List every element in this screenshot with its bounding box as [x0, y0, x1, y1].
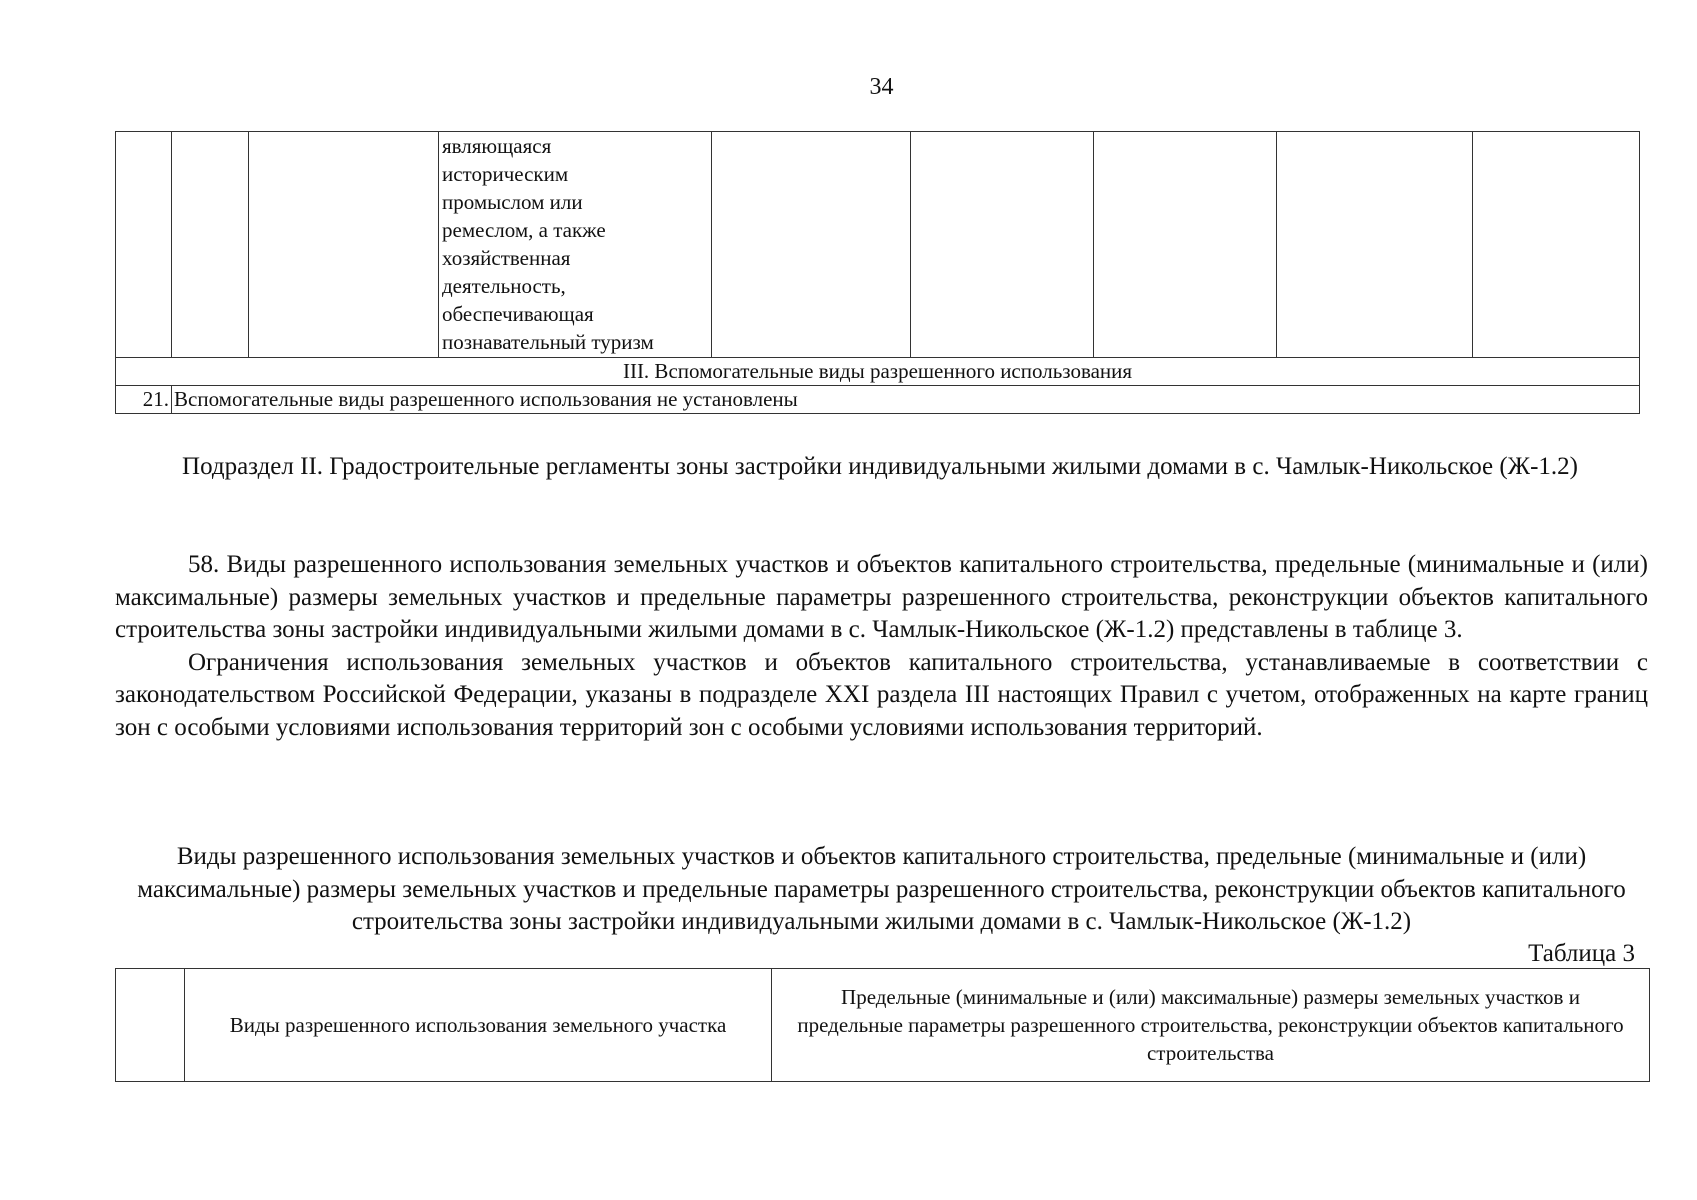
- table-cell: [249, 132, 439, 358]
- table-header-row: [116, 969, 1650, 1082]
- table-cell: [712, 132, 911, 358]
- continued-use-text: являющаяся историческим промыслом или ремеслом, а также хозяйственная деятельность, обеспечивающая познавательный туризм: [439, 132, 712, 358]
- body-text: [115, 549, 1648, 744]
- table-cell: [911, 132, 1094, 358]
- continued-row: [116, 132, 1640, 358]
- table-cell: [116, 132, 172, 358]
- header-number-cell: [116, 969, 185, 1082]
- header-limit-parameters: Предельные (минимальные и (или) максимальные) размеры земельных участков и предельные параметры разрешенного строительства, реконструкции объектов капитального строительства: [772, 969, 1650, 1082]
- paragraph: 58. Виды разрешенного использования земельных участков и объектов капитального строительства, предельные (минимальные и (или) максимальные) размеры земельных участков и предельные параметры разрешенного строительства, реконструкции объектов капитального строительства зоны застройки индивидуальными жилыми домами в с. Чамлык-Никольское (Ж-1.2) представлены в таблице 3.: [115, 551, 1648, 643]
- continuation-table: [115, 131, 1640, 414]
- table-caption: Виды разрешенного использования земельных участков и объектов капитального строительства, предельные (минимальные и (или) максимальные) размеры земельных участков и предельные параметры разрешенного строительства, реконструкции объектов капитального строительства зоны застройки индивидуальными жилыми домами в с. Чамлык-Никольское (Ж-1.2): [137, 843, 1626, 935]
- table-3-header: [115, 968, 1650, 1082]
- row-text: Вспомогательные виды разрешенного использования не установлены: [172, 386, 1640, 414]
- section-heading-row: [116, 358, 1640, 386]
- table-cell: [1094, 132, 1277, 358]
- table-cell: [1473, 132, 1640, 358]
- section-heading: III. Вспомогательные виды разрешенного использования: [116, 358, 1640, 386]
- row-number: 21.: [116, 386, 172, 414]
- header-use-types: Виды разрешенного использования земельного участка: [185, 969, 772, 1082]
- table-label: Таблица 3: [1528, 940, 1635, 967]
- table-cell: [172, 132, 249, 358]
- paragraph: Ограничения использования земельных участков и объектов капитального строительства, устанавливаемые в соответствии с законодательством Российской Федерации, указаны в подразделе XXI раздела III настоящих Правил с учетом, отображенных на карте границ зон с особыми условиями использования территорий зон с особыми условиями использования территорий.: [115, 648, 1648, 741]
- page-number: 34: [869, 74, 894, 100]
- table-cell: [1277, 132, 1473, 358]
- table-row: [116, 386, 1640, 414]
- subsection-title: Подраздел II. Градостроительные регламенты зоны застройки индивидуальными жилыми домами в с. Чамлык-Никольское (Ж-1.2): [182, 453, 1578, 480]
